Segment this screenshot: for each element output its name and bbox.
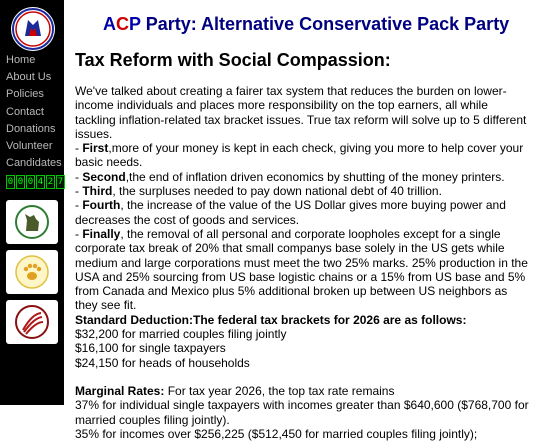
paw-print-icon bbox=[14, 254, 50, 290]
main-nav bbox=[0, 52, 64, 172]
counter-digit: 0 bbox=[7, 177, 14, 187]
point-label: Third bbox=[82, 184, 113, 199]
point-item: - First,more of your money is kept in each check, giving you more to help cover your basic needs. bbox=[75, 141, 524, 170]
point-text: , the surpluses needed to pay down national debt of 40 trillion. bbox=[112, 184, 442, 199]
wolf-icon bbox=[14, 204, 50, 240]
std-deduction-line: $24,150 for heads of households bbox=[75, 355, 250, 370]
counter-digit: 7 bbox=[57, 177, 64, 187]
site-title-rest: Party: Alternative Conservative Pack Party bbox=[140, 14, 510, 34]
counter-digit: 0 bbox=[27, 177, 34, 187]
nav-volunteer[interactable]: Volunteer bbox=[6, 139, 53, 152]
site-title-p: P bbox=[129, 14, 141, 34]
std-deduction-heading bbox=[75, 313, 530, 327]
counter-digit: 0 bbox=[17, 177, 24, 187]
flag-stripes-icon bbox=[14, 304, 50, 340]
site-title-a: A bbox=[103, 14, 116, 34]
point-item: - Third, the surpluses needed to pay down national debt of 40 trillion. bbox=[75, 184, 442, 199]
marginal-rates-label: Marginal Rates: bbox=[75, 383, 165, 398]
marginal-rate-line: 37% for individual single taxpayers with incomes greater than $640,600 ($768,700 for married couples filing jointly). bbox=[75, 398, 529, 427]
page-title: Tax Reform with Social Compassion: bbox=[75, 50, 391, 70]
nav-candidates[interactable]: Candidates bbox=[6, 157, 62, 170]
nav-contact[interactable]: Contact bbox=[6, 105, 44, 118]
counter-digit: 4 bbox=[37, 177, 44, 187]
sidebar bbox=[0, 0, 64, 405]
point-label: Second bbox=[82, 169, 126, 184]
std-deduction-line: $32,200 for married couples filing jointly bbox=[75, 327, 287, 342]
stripes-badge[interactable] bbox=[6, 300, 58, 344]
std-deduction-line: $16,100 for single taxpayers bbox=[75, 341, 226, 356]
nav-home[interactable]: Home bbox=[6, 54, 36, 66]
point-item: - Finally, the removal of all personal and corporate loopholes except for a single corporate tax break of 20% that small companys base solely in the US gets while medium and large corporations must meet the two 25% marks. 25% production in the USA and 25% sourcing from US base logistic chains or a 15% from US base and 5% from Canada and Mexico plus 5% additional broken up between US neighbors as they see fit. bbox=[75, 226, 528, 313]
point-text: , the increase of the value of the US Dollar gives more buying power and decreases the cost of goods and services. bbox=[75, 198, 506, 227]
site-title bbox=[103, 14, 509, 35]
visitor-counter bbox=[6, 175, 65, 189]
paw-badge[interactable] bbox=[6, 250, 58, 294]
counter-digit: 2 bbox=[47, 177, 54, 187]
wolf-badge[interactable] bbox=[6, 200, 58, 244]
nav-about-us[interactable]: About Us bbox=[6, 71, 52, 84]
site-title-c: C bbox=[116, 14, 129, 34]
marginal-rates-heading bbox=[75, 384, 530, 398]
point-text: ,more of your money is kept in each check, giving you more to help cover your basic needs. bbox=[75, 141, 524, 170]
nav-donations[interactable]: Donations bbox=[6, 122, 56, 135]
article-content bbox=[75, 84, 530, 441]
point-text: , the removal of all personal and corporate loopholes except for a single corporate tax break of 20% that small companys base solely in the US gets while medium and large corporations must meet the two 25% marks. 25% production in the USA and 25% sourcing from US base logistic chains or a 15% from US base and 5% from Canada and Mexico plus 5% additional broken up between US neighbors as they see fit. bbox=[75, 226, 528, 313]
point-item: - Fourth, the increase of the value of the US Dollar gives more buying power and decreases the cost of goods and services. bbox=[75, 198, 506, 227]
intro-paragraph: We've talked about creating a fairer tax system that reduces the burden on lower-income individuals and places more responsibility on the top earners, all while tackling inflation-related tax bracket issues. True tax reform will solve up to 5 different issues. bbox=[75, 84, 527, 141]
point-label: First bbox=[82, 141, 109, 156]
point-item: - Second,the end of inflation driven economics by shutting of the money printers. bbox=[75, 169, 505, 184]
marginal-rate-line: 35% for incomes over $256,225 ($512,450 for married couples filing jointly); bbox=[75, 426, 478, 441]
spacer bbox=[75, 370, 530, 384]
point-label: Finally bbox=[82, 226, 121, 241]
nav-policies[interactable]: Policies bbox=[6, 88, 44, 101]
point-label: Fourth bbox=[82, 198, 121, 213]
party-logo-icon[interactable] bbox=[10, 6, 56, 52]
std-deduction-title: Standard Deduction:The federal tax brackets for 2026 are as follows: bbox=[75, 312, 467, 327]
point-text: ,the end of inflation driven economics by shutting of the money printers. bbox=[125, 169, 505, 184]
marginal-rates-text: For tax year 2026, the top tax rate remains bbox=[164, 383, 395, 398]
